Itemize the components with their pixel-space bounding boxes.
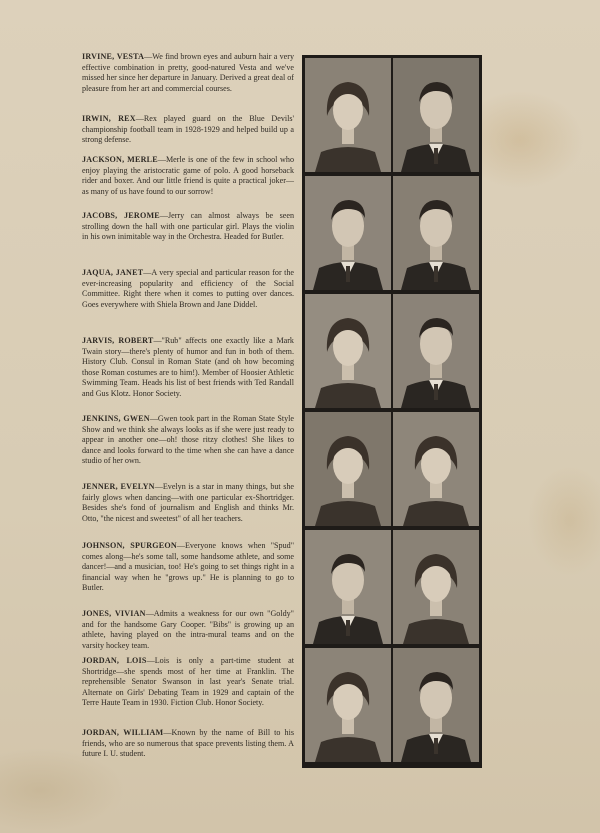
- entry-name: JONES, VIVIAN: [82, 609, 146, 618]
- portrait-photo: [305, 176, 391, 290]
- portrait-photo: [393, 294, 479, 408]
- entry-text: —Gwen took part in the Roman State Style Show and we think she always looks as if she were just ready to appear in another one—oh! those ritzy clothes! She likes to dance and looks forward to the time when she can have a dance studio of her own.: [82, 414, 294, 466]
- entry-name: JARVIS, ROBERT: [82, 336, 154, 345]
- entry-jenner-evelyn: [82, 482, 294, 524]
- portrait-photo: [393, 176, 479, 290]
- entry-jarvis-robert: [82, 336, 294, 400]
- portrait-photo: [305, 648, 391, 762]
- entry-name: IRWIN, REX: [82, 114, 136, 123]
- entry-text: —"Rub" affects one exactly like a Mark Twain story—there's plenty of humor and fun in both of them. History Club. Consul in Roman State (and oh how becoming those Roman costumes are to him!). Member of Hoosier Athletic Swimming Team. Heads his list of best friends with Ted Randall and Gus Klotz. Honor Society.: [82, 336, 294, 398]
- portrait-grid: [302, 55, 482, 768]
- entry-text: —Admits a weakness for our own "Goldy" and for the handsome Gary Cooper. "Bibs" is growing up an athlete, having played on the intra-mural teams and on the varsity hockey team.: [82, 609, 294, 650]
- entry-text: —Known by the name of Bill to his friends, who are so numerous that space prevents listing them. A future I. U. student.: [82, 728, 294, 759]
- entry-name: JACKSON, MERLE: [82, 155, 158, 164]
- entry-name: JAQUA, JANET: [82, 268, 144, 277]
- entry-irvine-vesta: [82, 52, 294, 94]
- entry-name: JACOBS, JEROME: [82, 211, 160, 220]
- entry-text: —Merle is one of the few in school who enjoy playing the aristocratic game of polo. A good horseback rider and boxer. And our little friend is quite a practical joker—as many of us have found to our sorrow!: [82, 155, 295, 196]
- entry-name: JORDAN, LOIS: [82, 656, 147, 665]
- entry-text: —Evelyn is a star in many things, but she fairly glows when dancing—with one particular ex-Shortridger. Besides she's fond of journalism and English and thinks Mr. Otto, "the nicest and sweetest" of all her teachers.: [82, 482, 294, 523]
- entry-text: —Rex played guard on the Blue Devils' championship football team in 1928-1929 and helped build up a strong defense.: [82, 114, 294, 145]
- portrait-photo: [305, 294, 391, 408]
- entry-text: —Lois is only a part-time student at Shortridge—she spends most of her time at Franklin. The reprehensible Senator Swanson in last year's Senate trial. Alternate on Girls' Debating Team in 1929 and captain of the Terre Haute Team in 1930. Fiction Club. Honor Society.: [82, 656, 295, 708]
- entry-text: —A very special and particular reason for the ever-increasing popularity and efficiency of the Social Committee. Right there when it comes to putting over dances. Goes everywhere with Shiela Brown and Jane Diddel.: [82, 268, 294, 309]
- entry-name: JENKINS, GWEN: [82, 414, 150, 423]
- entry-jackson-merle: [82, 155, 294, 197]
- entry-irwin-rex: [82, 114, 294, 146]
- portrait-photo: [305, 530, 391, 644]
- entry-jaqua-janet: [82, 268, 294, 310]
- portrait-photo: [393, 412, 479, 526]
- entry-jordan-lois: [82, 656, 294, 709]
- portrait-photo: [393, 530, 479, 644]
- portrait-photo: [393, 648, 479, 762]
- entry-text: —Everyone knows when "Spud" comes along—he's some tall, some handsome athlete, and some dancer!—and a musician, too! He's going to set things right in a financial way when he "grows up." He is planning to go to Butler.: [82, 541, 295, 593]
- entry-jacobs-jerome: [82, 211, 294, 243]
- entry-text: —We find brown eyes and auburn hair a very effective combination in pretty, good-natured Vesta and we've missed her since her departure in January. Derived a great deal of pleasure from her art and commercial courses.: [82, 52, 295, 93]
- entry-name: JORDAN, WILLIAM: [82, 728, 164, 737]
- entry-name: IRVINE, VESTA: [82, 52, 145, 61]
- portrait-photo: [305, 412, 391, 526]
- entry-jordan-william: [82, 728, 294, 760]
- entry-text: —Jerry can almost always be seen strolling down the hall with one particular girl. Plays the violin in his own inimitable way in the Orchestra. Headed for Butler.: [82, 211, 294, 242]
- entry-johnson-spurgeon: [82, 541, 294, 594]
- portrait-photo: [305, 58, 391, 172]
- entry-jenkins-gwen: [82, 414, 294, 467]
- entry-jones-vivian: [82, 609, 294, 651]
- entry-name: JENNER, EVELYN: [82, 482, 155, 491]
- entry-name: JOHNSON, SPURGEON: [82, 541, 177, 550]
- portrait-photo: [393, 58, 479, 172]
